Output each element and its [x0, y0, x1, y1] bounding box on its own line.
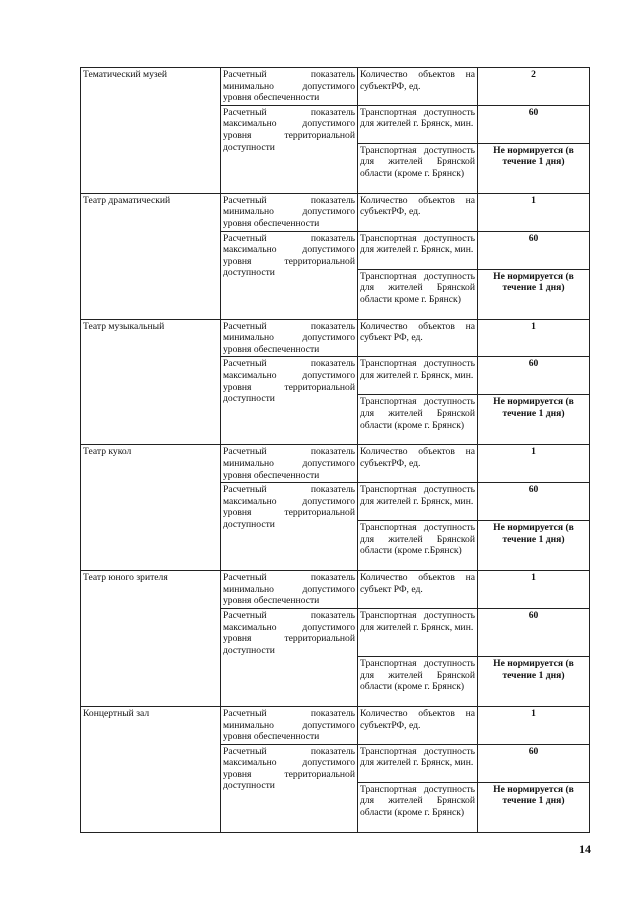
content-cell: Транспортная доступность для жителей г. Брянск, мин.: [358, 483, 478, 521]
table-row: [81, 68, 590, 106]
indicator-cell: Расчетный показатель максимально допустимого уровня территориальной доступности: [221, 231, 358, 319]
value-cell: 60: [478, 483, 590, 521]
table-row: [81, 445, 590, 483]
value-cell: Не нормируется (в течение 1 дня): [478, 656, 590, 706]
facility-name: Тематический музей: [81, 68, 221, 194]
value-cell: Не нормируется (в течение 1 дня): [478, 395, 590, 445]
content-cell: Количество объектов на субъект РФ, ед.: [358, 319, 478, 357]
indicator-cell: Расчетный показатель максимально допустимого уровня территориальной доступности: [221, 744, 358, 832]
content-cell: Транспортная доступность для жителей Брянской области (кроме г. Брянск): [358, 782, 478, 832]
table-row: [81, 193, 590, 231]
value-cell: 1: [478, 571, 590, 609]
facility-name: Театр музыкальный: [81, 319, 221, 445]
value-cell: 60: [478, 231, 590, 269]
content-cell: Транспортная доступность для жителей Брянской области (кроме г. Брянск): [358, 656, 478, 706]
value-cell: 1: [478, 319, 590, 357]
value-cell: Не нормируется (в течение 1 дня): [478, 782, 590, 832]
indicator-cell: Расчетный показатель минимально допустимого уровня обеспеченности: [221, 68, 358, 106]
content-cell: Транспортная доступность для жителей Брянской области (кроме г.Брянск): [358, 521, 478, 571]
indicator-cell: Расчетный показатель максимально допустимого уровня территориальной доступности: [221, 608, 358, 706]
facility-name: Театр драматический: [81, 193, 221, 319]
content-cell: Транспортная доступность для жителей г. Брянск, мин.: [358, 105, 478, 143]
value-cell: Не нормируется (в течение 1 дня): [478, 269, 590, 319]
facility-name: Театр кукол: [81, 445, 221, 571]
content-cell: Транспортная доступность для жителей Брянской области кроме г. Брянск): [358, 269, 478, 319]
table-row: [81, 571, 590, 609]
value-cell: 1: [478, 193, 590, 231]
content-cell: Количество объектов на субъектРФ, ед.: [358, 445, 478, 483]
table-row: [81, 319, 590, 357]
content-cell: Количество объектов на субъектРФ, ед.: [358, 706, 478, 744]
content-cell: Транспортная доступность для жителей г. Брянск, мин.: [358, 608, 478, 656]
indicator-cell: Расчетный показатель минимально допустимого уровня обеспеченности: [221, 193, 358, 231]
table-row: [81, 706, 590, 744]
facility-name: Концертный зал: [81, 706, 221, 832]
indicator-cell: Расчетный показатель минимально допустимого уровня обеспеченности: [221, 319, 358, 357]
value-cell: 1: [478, 445, 590, 483]
indicator-cell: Расчетный показатель минимально допустимого уровня обеспеченности: [221, 445, 358, 483]
content-cell: Транспортная доступность для жителей г. Брянск, мин.: [358, 231, 478, 269]
norms-table: [80, 67, 590, 833]
page-number: 14: [579, 842, 591, 856]
value-cell: Не нормируется (в течение 1 дня): [478, 143, 590, 193]
content-cell: Транспортная доступность для жителей г. Брянск, мин.: [358, 744, 478, 782]
indicator-cell: Расчетный показатель максимально допустимого уровня территориальной доступности: [221, 357, 358, 445]
indicator-cell: Расчетный показатель максимально допустимого уровня территориальной доступности: [221, 105, 358, 193]
facility-name: Театр юного зрителя: [81, 571, 221, 707]
content-cell: Транспортная доступность для жителей Брянской области (кроме г. Брянск): [358, 395, 478, 445]
indicator-cell: Расчетный показатель минимально допустимого уровня обеспеченности: [221, 706, 358, 744]
value-cell: 60: [478, 744, 590, 782]
content-cell: Количество объектов на субъектРФ, ед.: [358, 68, 478, 106]
value-cell: Не нормируется (в течение 1 дня): [478, 521, 590, 571]
value-cell: 60: [478, 357, 590, 395]
indicator-cell: Расчетный показатель максимально допустимого уровня территориальной доступности: [221, 483, 358, 571]
content-cell: Количество объектов на субъектРФ, ед.: [358, 193, 478, 231]
content-cell: Транспортная доступность для жителей г. Брянск, мин.: [358, 357, 478, 395]
value-cell: 1: [478, 706, 590, 744]
value-cell: 60: [478, 608, 590, 656]
content-cell: Количество объектов на субъект РФ, ед.: [358, 571, 478, 609]
value-cell: 2: [478, 68, 590, 106]
indicator-cell: Расчетный показатель минимально допустимого уровня обеспеченности: [221, 571, 358, 609]
value-cell: 60: [478, 105, 590, 143]
content-cell: Транспортная доступность для жителей Брянской области (кроме г. Брянск): [358, 143, 478, 193]
